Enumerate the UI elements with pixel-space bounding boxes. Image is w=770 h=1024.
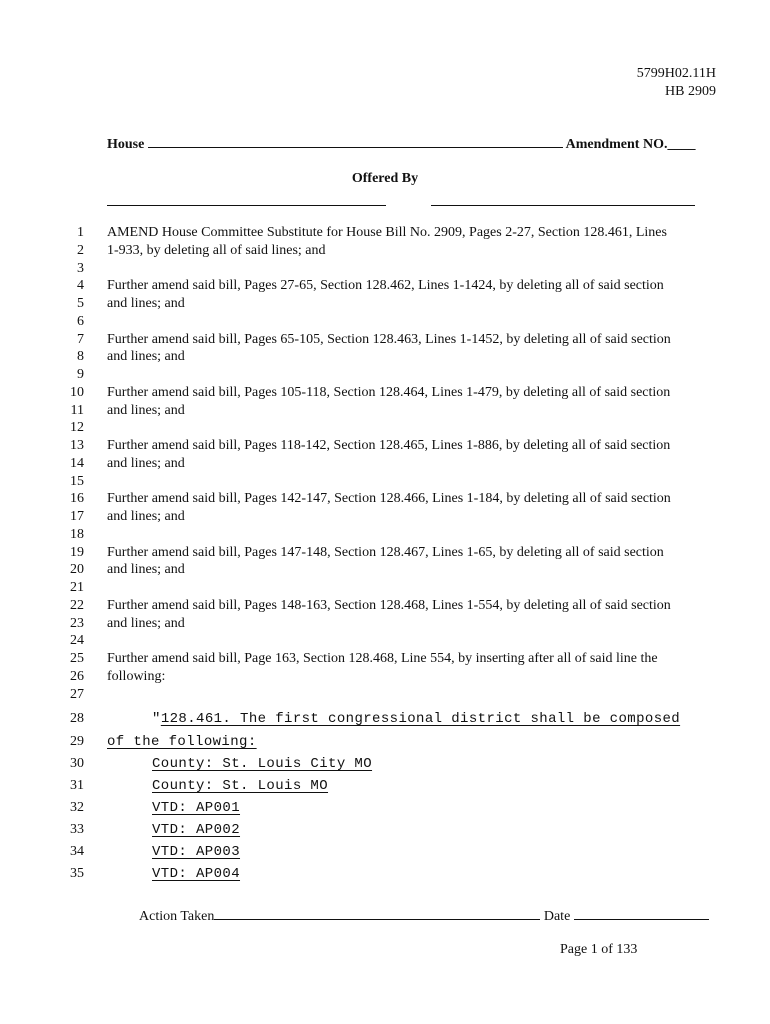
line-number: 2 xyxy=(77,242,84,258)
action-taken-line xyxy=(139,907,709,925)
document-line xyxy=(0,348,770,366)
line-number: 23 xyxy=(70,615,84,631)
house-label: House xyxy=(107,137,145,152)
line-number: 26 xyxy=(70,668,84,684)
document-line xyxy=(0,597,770,615)
document-line xyxy=(0,295,770,313)
document-line xyxy=(0,242,770,260)
line-number: 14 xyxy=(70,455,84,471)
document-line xyxy=(0,313,770,331)
document-line xyxy=(0,579,770,597)
line-text: Further amend said bill, Pages 142-147, Section 128.466, Lines 1-184, by deleting all of said section xyxy=(107,491,671,507)
date-blank xyxy=(574,907,709,920)
line-number: 30 xyxy=(70,756,84,771)
line-number: 33 xyxy=(70,822,84,837)
document-line xyxy=(0,561,770,579)
line-text: Further amend said bill, Pages 147-148, Section 128.467, Lines 1-65, by deleting all of said section xyxy=(107,544,664,560)
document-line xyxy=(0,366,770,384)
document-line xyxy=(0,402,770,420)
underlined-text: VTD: AP004 xyxy=(152,866,241,882)
line-number: 4 xyxy=(77,278,84,294)
document-line xyxy=(0,384,770,402)
line-number: 31 xyxy=(70,778,84,793)
offered-by-line-left xyxy=(107,205,386,206)
line-number: 29 xyxy=(70,734,84,749)
action-taken-blank xyxy=(214,907,540,920)
line-text: and lines; and xyxy=(107,615,185,631)
line-number: 28 xyxy=(70,711,84,726)
line-number: 25 xyxy=(70,651,84,666)
line-number: 17 xyxy=(70,509,84,524)
line-number: 12 xyxy=(70,420,84,436)
line-text: and lines; and xyxy=(107,402,185,418)
line-text: Further amend said bill, Pages 27-65, Section 128.462, Lines 1-1424, by deleting all of said section xyxy=(107,278,664,294)
inserted-text-line xyxy=(152,799,240,817)
document-line xyxy=(0,615,770,633)
line-text: and lines; and xyxy=(107,296,185,311)
line-number: 20 xyxy=(70,562,84,578)
line-text: 1-933, by deleting all of said lines; and xyxy=(107,242,326,258)
underlined-text: VTD: AP003 xyxy=(152,844,241,860)
document-line xyxy=(0,508,770,526)
line-number: 16 xyxy=(70,491,84,507)
line-number: 35 xyxy=(70,866,84,881)
line-text: Further amend said bill, Pages 105-118, Section 128.464, Lines 1-479, by deleting all of said section xyxy=(107,384,671,400)
line-number: 9 xyxy=(77,367,84,382)
line-number: 34 xyxy=(70,844,84,859)
document-line xyxy=(0,473,770,491)
document-line xyxy=(0,437,770,455)
line-number: 15 xyxy=(70,473,84,489)
inserted-line xyxy=(0,843,770,861)
line-text: Further amend said bill, Page 163, Section 128.468, Line 554, by inserting after all of said line the xyxy=(107,651,658,666)
bill-code: 5799H02.11H xyxy=(636,66,716,81)
line-number: 10 xyxy=(70,384,84,400)
line-text: and lines; and xyxy=(107,562,185,578)
underlined-text: County: St. Louis MO xyxy=(152,778,329,794)
house-blank xyxy=(148,135,563,148)
document-line xyxy=(0,632,770,650)
inserted-line xyxy=(0,865,770,883)
underlined-text: County: St. Louis City MO xyxy=(152,756,373,772)
line-text: Further amend said bill, Pages 148-163, Section 128.468, Lines 1-554, by deleting all of said section xyxy=(107,597,671,613)
underlined-text: 128.461. The first congressional district shall be composed xyxy=(160,711,681,727)
line-number: 3 xyxy=(77,260,84,276)
line-number: 24 xyxy=(70,633,84,649)
line-number: 19 xyxy=(70,544,84,560)
document-line xyxy=(0,419,770,437)
line-number: 32 xyxy=(70,800,84,815)
line-number: 22 xyxy=(70,597,84,613)
document-line xyxy=(0,668,770,686)
line-text: and lines; and xyxy=(107,509,185,524)
offered-by-line-right xyxy=(431,205,695,206)
bill-number: HB 2909 xyxy=(665,84,716,99)
amendment-label: Amendment NO.____ xyxy=(565,137,696,152)
offered-by-label: Offered By xyxy=(351,171,419,186)
inserted-text-line xyxy=(152,710,680,728)
inserted-text-line xyxy=(152,865,240,883)
inserted-text-line xyxy=(152,821,240,839)
document-line xyxy=(0,331,770,349)
inserted-text-line xyxy=(152,843,240,861)
inserted-text-line xyxy=(152,755,372,773)
line-number: 27 xyxy=(70,686,84,702)
line-number: 11 xyxy=(70,402,84,418)
inserted-line xyxy=(0,710,770,728)
page-number: Page 1 of 133 xyxy=(560,942,638,957)
underlined-text: VTD: AP001 xyxy=(152,800,241,816)
inserted-text-line xyxy=(152,777,328,795)
underlined-text: VTD: AP002 xyxy=(152,822,241,838)
document-line xyxy=(0,455,770,473)
line-number: 8 xyxy=(77,349,84,365)
action-taken-label: Action Taken xyxy=(139,909,215,924)
line-text: following: xyxy=(107,668,166,684)
open-quote: " xyxy=(152,711,161,727)
line-number: 5 xyxy=(77,296,84,311)
inserted-line xyxy=(0,799,770,817)
inserted-line xyxy=(0,777,770,795)
line-number: 18 xyxy=(70,526,84,542)
document-line xyxy=(0,224,770,242)
line-number: 21 xyxy=(70,580,84,595)
line-number: 7 xyxy=(77,331,84,347)
line-number: 6 xyxy=(77,313,84,329)
document-line xyxy=(0,650,770,668)
document-line xyxy=(0,490,770,508)
document-line xyxy=(0,544,770,562)
line-text: and lines; and xyxy=(107,455,185,471)
line-number: 1 xyxy=(77,225,84,240)
underlined-text: of the following: xyxy=(107,734,257,750)
document-line xyxy=(0,526,770,544)
document-line xyxy=(0,686,770,704)
document-line xyxy=(0,277,770,295)
inserted-text-line xyxy=(107,733,257,751)
document-line xyxy=(0,260,770,278)
line-text: Further amend said bill, Pages 65-105, Section 128.463, Lines 1-1452, by deleting all of said section xyxy=(107,331,671,347)
line-text: and lines; and xyxy=(107,349,185,365)
inserted-line xyxy=(0,821,770,839)
inserted-line xyxy=(0,733,770,751)
inserted-line xyxy=(0,755,770,773)
line-text: AMEND House Committee Substitute for House Bill No. 2909, Pages 2-27, Section 128.461, Lines xyxy=(107,225,667,240)
house-amendment-line xyxy=(107,135,712,153)
line-text: Further amend said bill, Pages 118-142, Section 128.465, Lines 1-886, by deleting all of said section xyxy=(107,438,671,453)
date-label: Date xyxy=(543,909,571,924)
line-number: 13 xyxy=(70,438,84,453)
